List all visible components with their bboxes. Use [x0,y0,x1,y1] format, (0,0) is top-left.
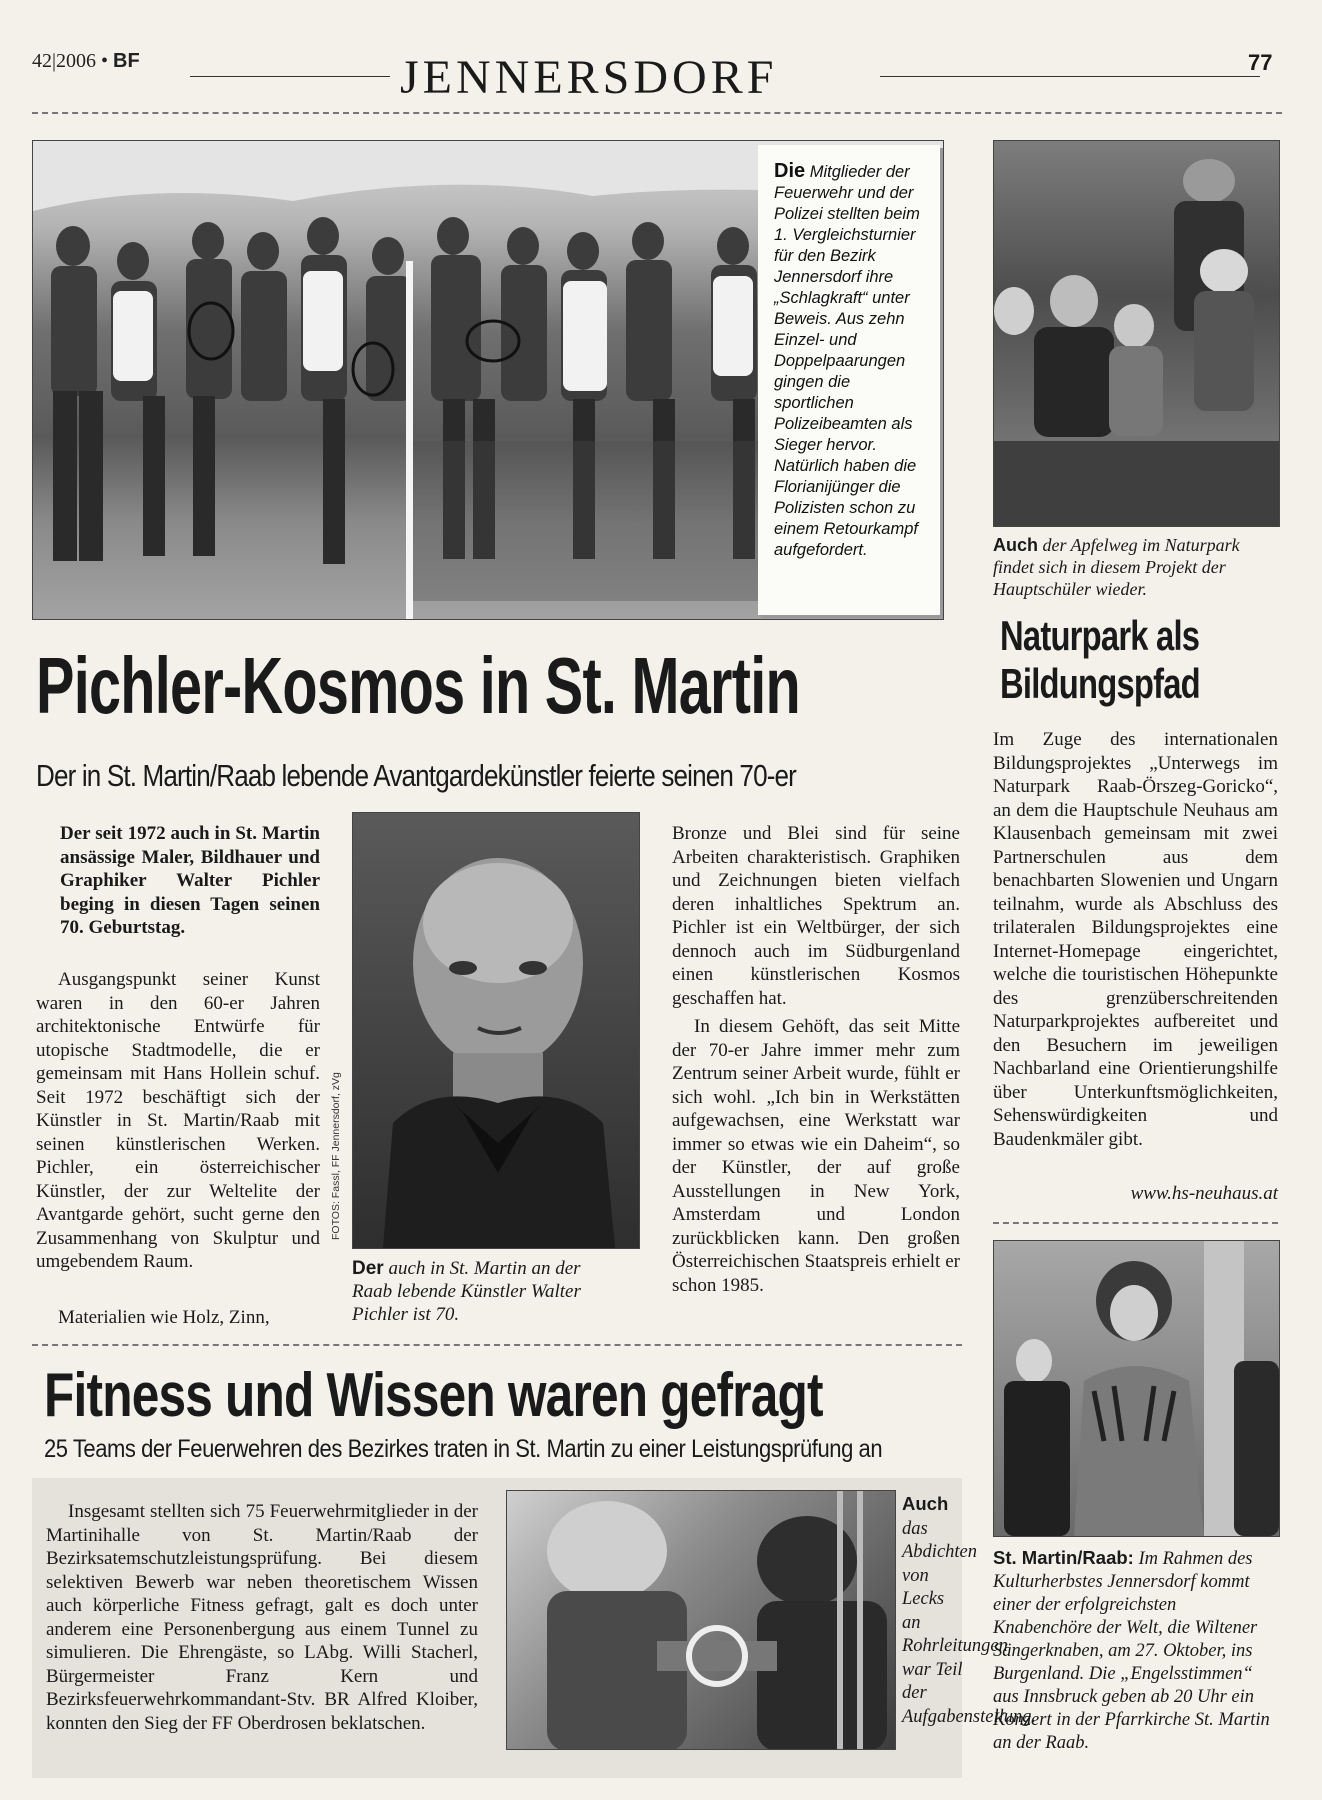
pichler-col1: Ausgangspunkt seiner Kunst waren in den 60-er Jahren architektonische Entwürfe für utopische Stadtmodelle, die er gemeinsam mit Hans Hollein schuf. Seit 1972 beschäftigt sich der Künstler in St. Martin/Raab mit seinen künstlerischen Werken. Pichler, ein österreichischer Künstler, der zur Weltelite der Avantgarde gehört, sucht gerne den Zusammenhang von Skulptur und umgebendem Raum. [36,969,320,1272]
page-number: 77 [1248,50,1273,75]
portrait-figure [353,813,639,1248]
choir-silhouette [994,1241,1279,1536]
tennis-caption-text: Mitglieder der Feuerwehr und der Polizei stellten beim 1. Vergleichsturnier für den Bezirk Jennersdorf ihre „Schlagkraft“ unter Beweis. Aus zehn Einzel- und Doppelpaarungen gingen die sportlichen Polizeibeamten als Sieger hervor. Natürlich haben die Florianijünger die Polizisten schon zu einem Retourkampf aufgefordert. [774,163,920,559]
naturpark-caption-lead: Auch [993,535,1038,555]
tennis-caption-box [758,145,940,615]
fitness-photo [506,1490,896,1750]
article-divider [32,1344,962,1346]
firefighters-silhouette [507,1491,895,1749]
naturpark-caption [993,534,1278,600]
fitness-caption [902,1492,1037,1729]
pichler-lead: Der seit 1972 auch in St. Martin ansässige Maler, Bildhauer und Graphiker Walter Pichler beging in diesen Tagen seinen 70. Geburtstag. [60,823,320,938]
naturpark-url-link[interactable]: www.hs-neuhaus.at [1130,1183,1278,1204]
issue-number: 42|2006 [32,50,97,72]
children-silhouette [994,141,1279,526]
naturpark-divider [993,1222,1278,1224]
issue-label [32,50,140,73]
pichler-col3-p2: In diesem Gehöft, das seit Mitte der 70-er Jahre immer mehr zum Zentrum seiner Arbeit wurde, fühlt er sich wohl. „Ich bin in Werkstätten aufgewachsen, eine Werkstatt war immer so etwas wie ein Daheim“, so der Künstler, der auf große Ausstellungen in New York, Amsterdam und London zurückblicken kann. Den großen Österreichischen Staatspreis erhielt er schon 1985. [672,1016,960,1296]
section-title: JENNERSDORF [400,51,778,104]
pichler-caption-lead: Der [352,1258,384,1279]
naturpark-headline-1: Naturpark als [1000,612,1200,659]
fitness-headline: Fitness und Wissen waren gefragt [44,1361,823,1430]
choir-caption [993,1546,1278,1755]
pichler-caption-text: auch in St. Martin an der Raab lebende Künstler Walter Pichler ist 70. [352,1258,581,1325]
bullet: • [101,50,109,72]
pichler-caption [352,1257,622,1326]
naturpark-photo [993,140,1280,527]
fitness-body: Insgesamt stellten sich 75 Feuerwehrmitglieder in der Martinihalle von St. Martin/Raab der Bezirksatemschutzleistungsprüfung. Bei diesem selektiven Bewerb war neben theoretischem Wissen auch körperliche Fitness gefragt, galt es doch unter anderem eine Personenbergung aus einem Tunnel zu simulieren. Die Ehrengäste, so LAbg. Willi Stacherl, Bürgermeister Franz Kern und Bezirksfeuerwehrkommandant-Stv. BR Alfred Kloiber, konnten den Sieg der FF Oberdrosen beklatschen. [46,1501,478,1734]
pichler-col1-end: Materialien wie Holz, Zinn, [58,1307,270,1328]
pichler-subhead: Der in St. Martin/Raab lebende Avantgardekünstler feierte seinen 70-er [36,758,797,793]
tennis-caption-lead: Die [774,160,806,182]
photo-credit: FOTOS: Fassl, FF Jennersdorf, zVg [330,1072,342,1240]
choir-caption-text: Im Rahmen des Kulturherbstes Jennersdorf kommt einer der erfolgreichsten Knabenchöre der Welt, die Wiltener Sängerknaben, am 27. Oktober, ins Burgenland. Die „Engelsstimmen“ aus Innsbruck geben ab 20 Uhr ein Konzert in der Pfarrkirche St. Martin an der Raab. [993,1549,1270,1753]
choir-caption-lead: St. Martin/Raab: [993,1547,1134,1568]
fitness-box [32,1478,1037,1778]
pichler-portrait [352,812,640,1249]
fitness-caption-text: das Abdichten von Lecks an Rohrleitungen war Teil der Aufgabenstellung. [902,1518,1037,1727]
naturpark-headline-2: Bildungspfad [1000,660,1200,707]
pichler-headline: Pichler-Kosmos in St. Martin [36,641,800,730]
header-rule-right [880,76,1260,77]
tennis-caption [774,161,932,561]
header-rule-left [190,76,390,77]
fitness-subhead: 25 Teams der Feuerwehren des Bezirkes traten in St. Martin zu einer Leistungsprüfung an [44,1435,883,1463]
pichler-col3-p1: Bronze und Blei sind für seine Arbeiten charakteristisch. Graphiken und Zeichnungen bieten vielfach deren inhaltliches Spektrum an. Pichler ist ein Weltbürger, der sich dennoch auch im Südburgenland einen künstlerischen Kosmos geschaffen hat. [672,823,960,1009]
paper-logo: BF [113,50,140,72]
header-divider [32,112,1282,114]
naturpark-caption-text: der Apfelweg im Naturpark findet sich in diesem Projekt der Hauptschüler wieder. [993,535,1240,599]
fitness-caption-lead: Auch [902,1493,949,1514]
choir-photo [993,1240,1280,1537]
naturpark-body: Im Zuge des internationalen Bildungsprojektes „Unterwegs im Naturpark Raab-Örszeg-Goricko“, an dem die Hauptschule Neuhaus am Klausenbach gemeinsam mit zwei Partnerschulen aus dem benachbarten Slowenien und Ungarn teilnahm, wurde als Abschluss des trilateralen Bildungsprojektes eine Internet-Homepage eingerichtet, welche die touristischen Höhepunkte des grenzüberschreitenden Naturparkprojektes aufbereitet und den Besuchern im jeweiligen Nachbarland eine Orientierungshilfe über Unterkunftsmöglichkeiten, Sehenswürdigkeiten und Baudenkmäler gibt. [993,729,1278,1150]
